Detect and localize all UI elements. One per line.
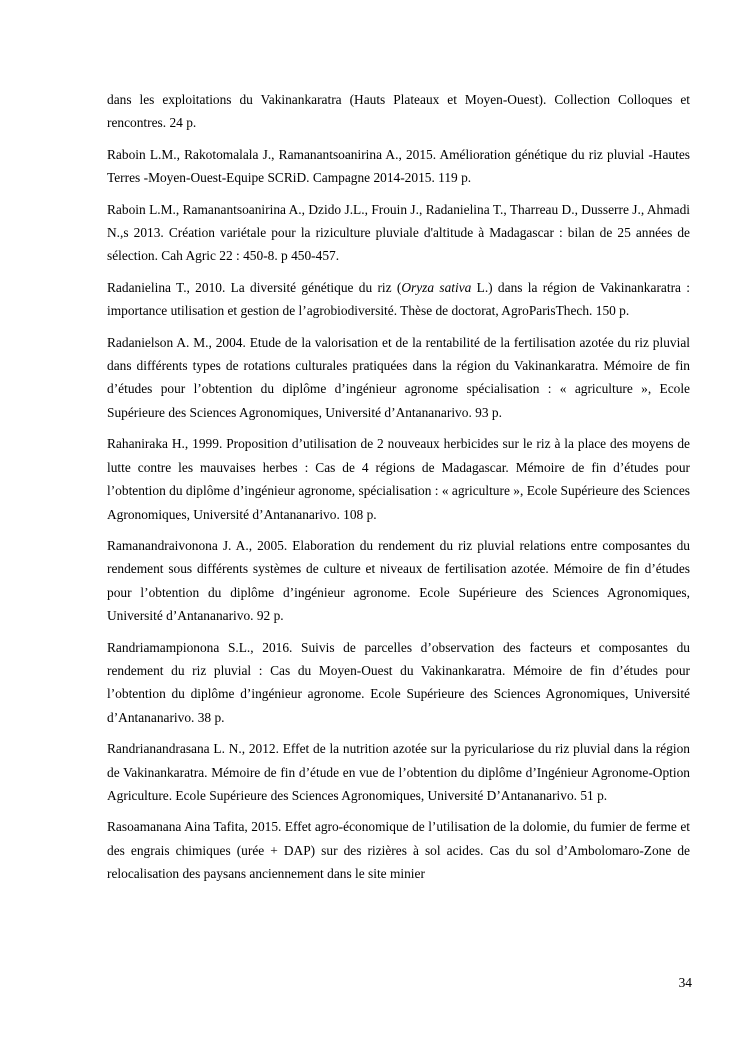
reference-entry: Randrianandrasana L. N., 2012. Effet de la nutrition azotée sur la pyriculariose du riz pluvial dans la région de Vakinankaratra. Mémoire de fin d’étude en vue de l’obtention du diplôme d’Ingénieur Agronome-Option Agriculture. Ecole Supérieure des Sciences Agronomiques, Université D’Antananarivo. 51 p. — [107, 741, 690, 803]
reference-entry: Raboin L.M., Rakotomalala J., Ramanantsoanirina A., 2015. Amélioration génétique du riz pluvial -Hautes Terres -Moyen-Ouest-Equipe SCRiD. Campagne 2014-2015. 119 p. — [107, 146, 690, 186]
reference-entry: Rasoamanana Aina Tafita, 2015. Effet agro-économique de l’utilisation de la dolomie, du fumier de ferme et des engrais chimiques (urée + DAP) sur des rizières à sol acides. Cas du sol d’Ambolomaro-Zone de relocalisation des paysans anciennement dans le site minier — [107, 819, 690, 882]
reference-text: Radanielina T., 2010. La diversité génétique du riz ( — [107, 279, 402, 295]
reference-entry — [107, 276, 690, 323]
species-name: Oryza sativa — [401, 279, 472, 295]
page-number: 34 — [678, 975, 692, 990]
reference-entry: Rahaniraka H., 1999. Proposition d’utilisation de 2 nouveaux herbicides sur le riz à la place des moyens de lutte contre les mauvaises herbes : Cas de 4 régions de Madagascar. Mémoire de fin d’études pour l’obtention du diplôme d’ingénieur agronome, spécialisation : « agriculture », Ecole Supérieure des Sciences Agronomiques, Université d’Antananarivo. 108 p. — [107, 436, 690, 522]
reference-text: L.) dans la région de Vakinankaratra : importance utilisation et gestion de l’agrobiodiversité. Thèse de doctorat, AgroParisThech. 150 p. — [107, 279, 690, 319]
reference-list — [107, 88, 690, 894]
reference-entry: Radanielson A. M., 2004. Etude de la valorisation et de la rentabilité de la fertilisation azotée du riz pluvial dans différents types de rotations culturales pratiquées dans la région du Vakinankaratra. Mémoire de fin d’études pour l’obtention du diplôme d’ingénieur agronome spécialisation : « agriculture », Ecole Supérieure des Sciences Agronomiques, Université d’Antananarivo. 93 p. — [107, 334, 690, 420]
reference-entry: Raboin L.M., Ramanantsoanirina A., Dzido J.L., Frouin J., Radanielina T., Tharreau D., Dusserre J., Ahmadi N.,s 2013. Création variétale pour la riziculture pluviale d'altitude à Madagascar : bilan de 25 années de sélection. Cah Agric 22 : 450-8. p 450-457. — [107, 201, 690, 264]
reference-entry: Ramanandraivonona J. A., 2005. Elaboration du rendement du riz pluvial relations entre composantes du rendement sous différents systèmes de culture et niveaux de fertilisation azotée. Mémoire de fin d’études pour l’obtention du diplôme d’ingénieur agronome. Ecole Supérieure des Sciences Agronomiques, Université d’Antananarivo. 92 p. — [107, 537, 690, 624]
reference-entry: Randriamampionona S.L., 2016. Suivis de parcelles d’observation des facteurs et composantes du rendement du riz pluvial : Cas du Moyen-Ouest du Vakinankaratra. Mémoire de fin d’études pour l’obtention du diplôme d’ingénieur agronome. Ecole Supérieure des Sciences Agronomiques, Université d’Antananarivo. 38 p. — [107, 639, 690, 725]
reference-entry: dans les exploitations du Vakinankaratra (Hauts Plateaux et Moyen-Ouest). Collection Colloques et rencontres. 24 p. — [107, 92, 690, 131]
